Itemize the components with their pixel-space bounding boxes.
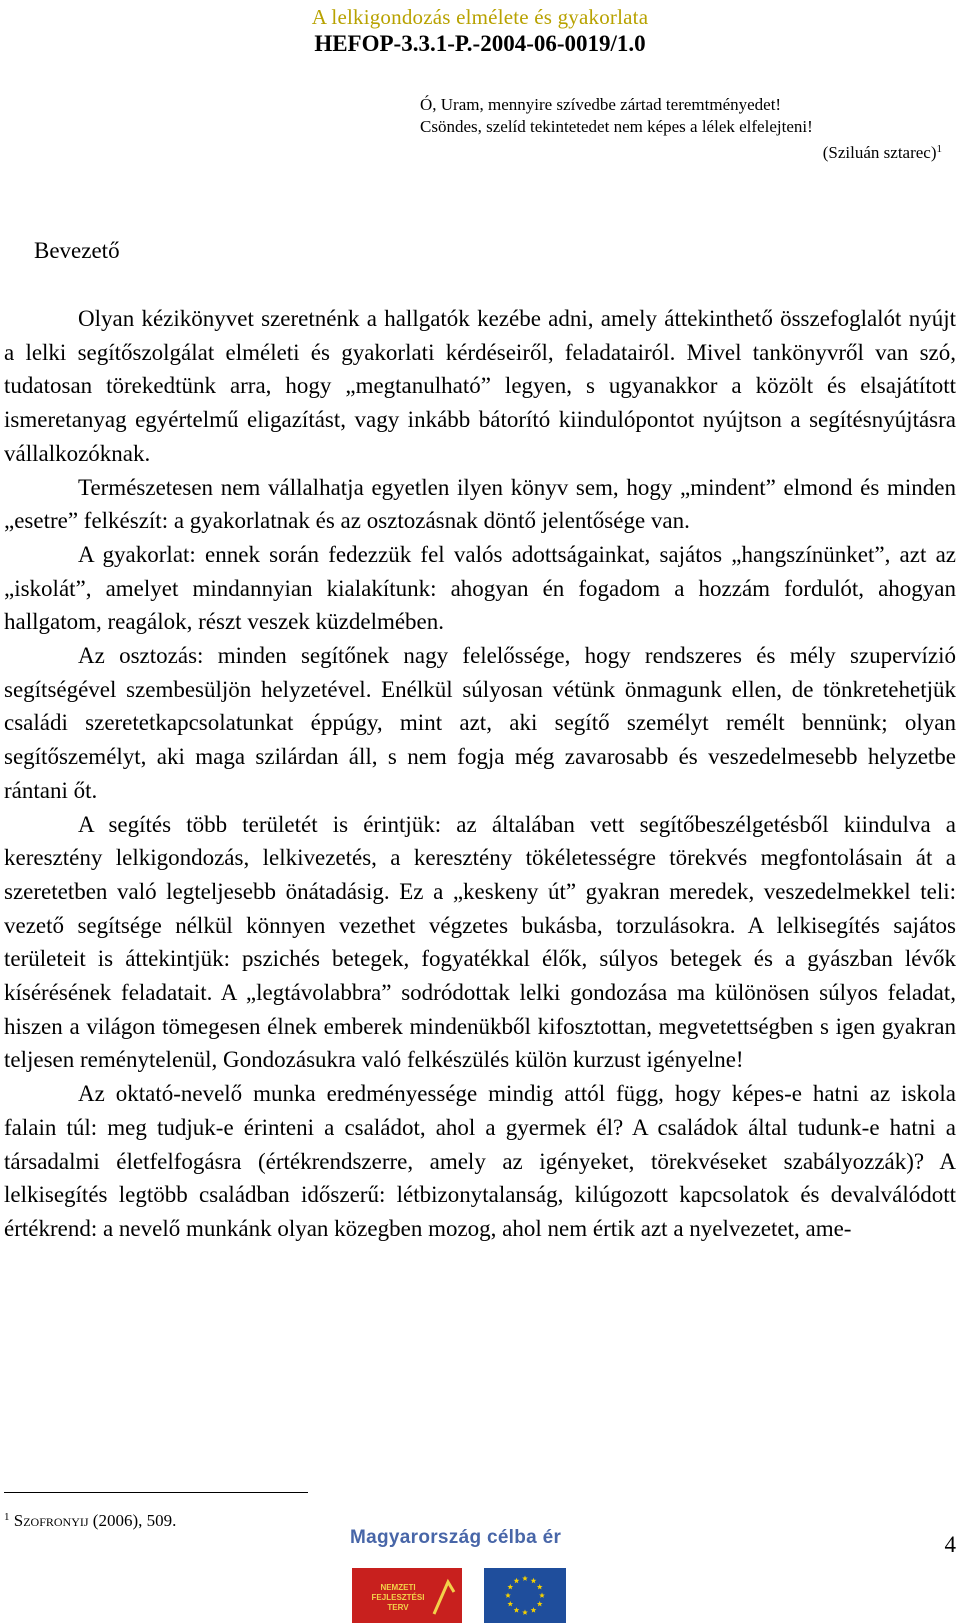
header-project-code: HEFOP-3.3.1-P.-2004-06-0019/1.0 — [314, 31, 646, 56]
epigraph-attribution — [420, 138, 956, 164]
page-number: 4 — [944, 1532, 956, 1557]
header-title: A lelkigondozás elmélete és gyakorlata — [311, 5, 649, 29]
nft-logo-text-2: FEJLESZTÉSI — [371, 1593, 425, 1602]
paragraph-2: Természetesen nem vállalhatja egyetlen ilyen könyv sem, hogy „mindent” elmond és minden „esetre” felkészít: a gyakorlatnak és az osztozásnak döntő jelentősége van. — [4, 474, 956, 534]
epigraph-line-2: Csöndes, szelíd tekintetedet nem képes a lélek elfelejteni! — [420, 117, 813, 136]
epigraph-author: (Sziluán sztarec) — [822, 143, 937, 162]
footnote-author: Szofronyij — [13, 1511, 89, 1530]
page-header — [0, 4, 960, 58]
footnote-divider — [4, 1492, 308, 1493]
eu-flag-icon — [484, 1568, 566, 1623]
paragraph-5: A segítés több területét is érintjük: az általában vett segítőbeszélgetésből kiindulva a keresztény lelkigondozás, lelkivezetés, a keresztény tökéletességre törekvés megfontolásain át a szeretetben való legteljesebb önátadásig. Ez a „keskeny út” gyakran meredek, veszedelmekkel teli: vezető segítsége nélkül könnyen vezethet végzetes bukásba, torzulásokra. A lelkisegítés sajátos területeit is áttekintjük: pszichés betegek, fogyatékkal élők, súlyos betegek és a gyászban lévők kísérésének feladatait. A „legtávolabbra” sodródottak lelki gondozása ma különösen súlyos feladat, hiszen a világon tömegesen élnek emberek mindenükből kifosztottan, megvetettségben s igen gyakran teljesen reménytelenül, Gondozásukra való felkészülés külön kurzust igényelne! — [4, 811, 956, 1073]
paragraph-6: Az oktató-nevelő munka eredményessége mindig attól függ, hogy képes-e hatni az iskola falain túl: meg tudjuk-e érinteni a családot, ahol a gyermek él? A családok által tudunk-e hatni a társadalmi életfelfogásra (értékrendszerre, amely az igényeket, törekvéseket szabályozzák)? A lelkisegítés legtöbb családban időszerű: létbizonytalanság, kilúgozott kapcsolatok és devalválódott értékrend: a nevelő munkánk olyan közegben mozog, ahol nem értik azt a nyelvezetet, ame- — [4, 1081, 956, 1241]
epigraph-line-1: Ó, Uram, mennyire szívedbe zártad teremtményedet! — [420, 95, 782, 114]
footnote-citation: (2006), 509. — [88, 1511, 177, 1530]
paragraph-1: Olyan kézikönyvet szeretnénk a hallgatók kezébe adni, amely áttekinthető összefoglalót nyújt a lelki segítőszolgálat elméleti és gyakorlati kérdéseiről, feladatairól. Mivel tankönyvről van szó, tudatosan törekedtünk arra, hogy „megtanulható” legyen, s ugyanakkor a közölt és elsajátított ismeretanyag egyértelmű eligazítást, vagy inkább bátorító kiindulópontot nyújtson a segítésnyújtásra vállalkozóknak. — [4, 306, 956, 466]
footnote-number: 1 — [4, 1511, 10, 1523]
slogan-logo: Magyarország célba ér — [350, 1527, 562, 1548]
nft-logo-text-3: TERV — [387, 1603, 409, 1612]
footnote-reference[interactable]: 1 — [936, 143, 942, 155]
section-title: Bevezető — [34, 238, 120, 263]
epigraph — [420, 94, 956, 164]
nft-logo — [352, 1568, 462, 1623]
nft-logo-text-1: NEMZETI — [380, 1583, 416, 1592]
body-text — [4, 302, 956, 1246]
paragraph-3: A gyakorlat: ennek során fedezzük fel valós adottságainkat, sajátos „hangszínünket”, azt az „iskolát”, amelyet mindannyian kialakítunk: ahogyan én fogadom a hozzám fordulót, ahogyan hallgatom, reagálok, részt veszek küzdelmében. — [4, 541, 956, 635]
footnote — [4, 1506, 176, 1532]
paragraph-4: Az osztozás: minden segítőnek nagy felelőssége, hogy rendszeres és mély szupervízió segítségével szembesüljön helyzetével. Enélkül súlyosan vétünk önmagunk ellen, de tönkretehetjük családi szeretetkapcsolatunkat éppúgy, mint azt, aki segítő személyt remélt bennünk; olyan segítőszemélyt, aki maga szilárdan áll, s nem fogja még zavarosabb és veszedelmesebb helyzetbe rántani őt. — [4, 643, 956, 803]
